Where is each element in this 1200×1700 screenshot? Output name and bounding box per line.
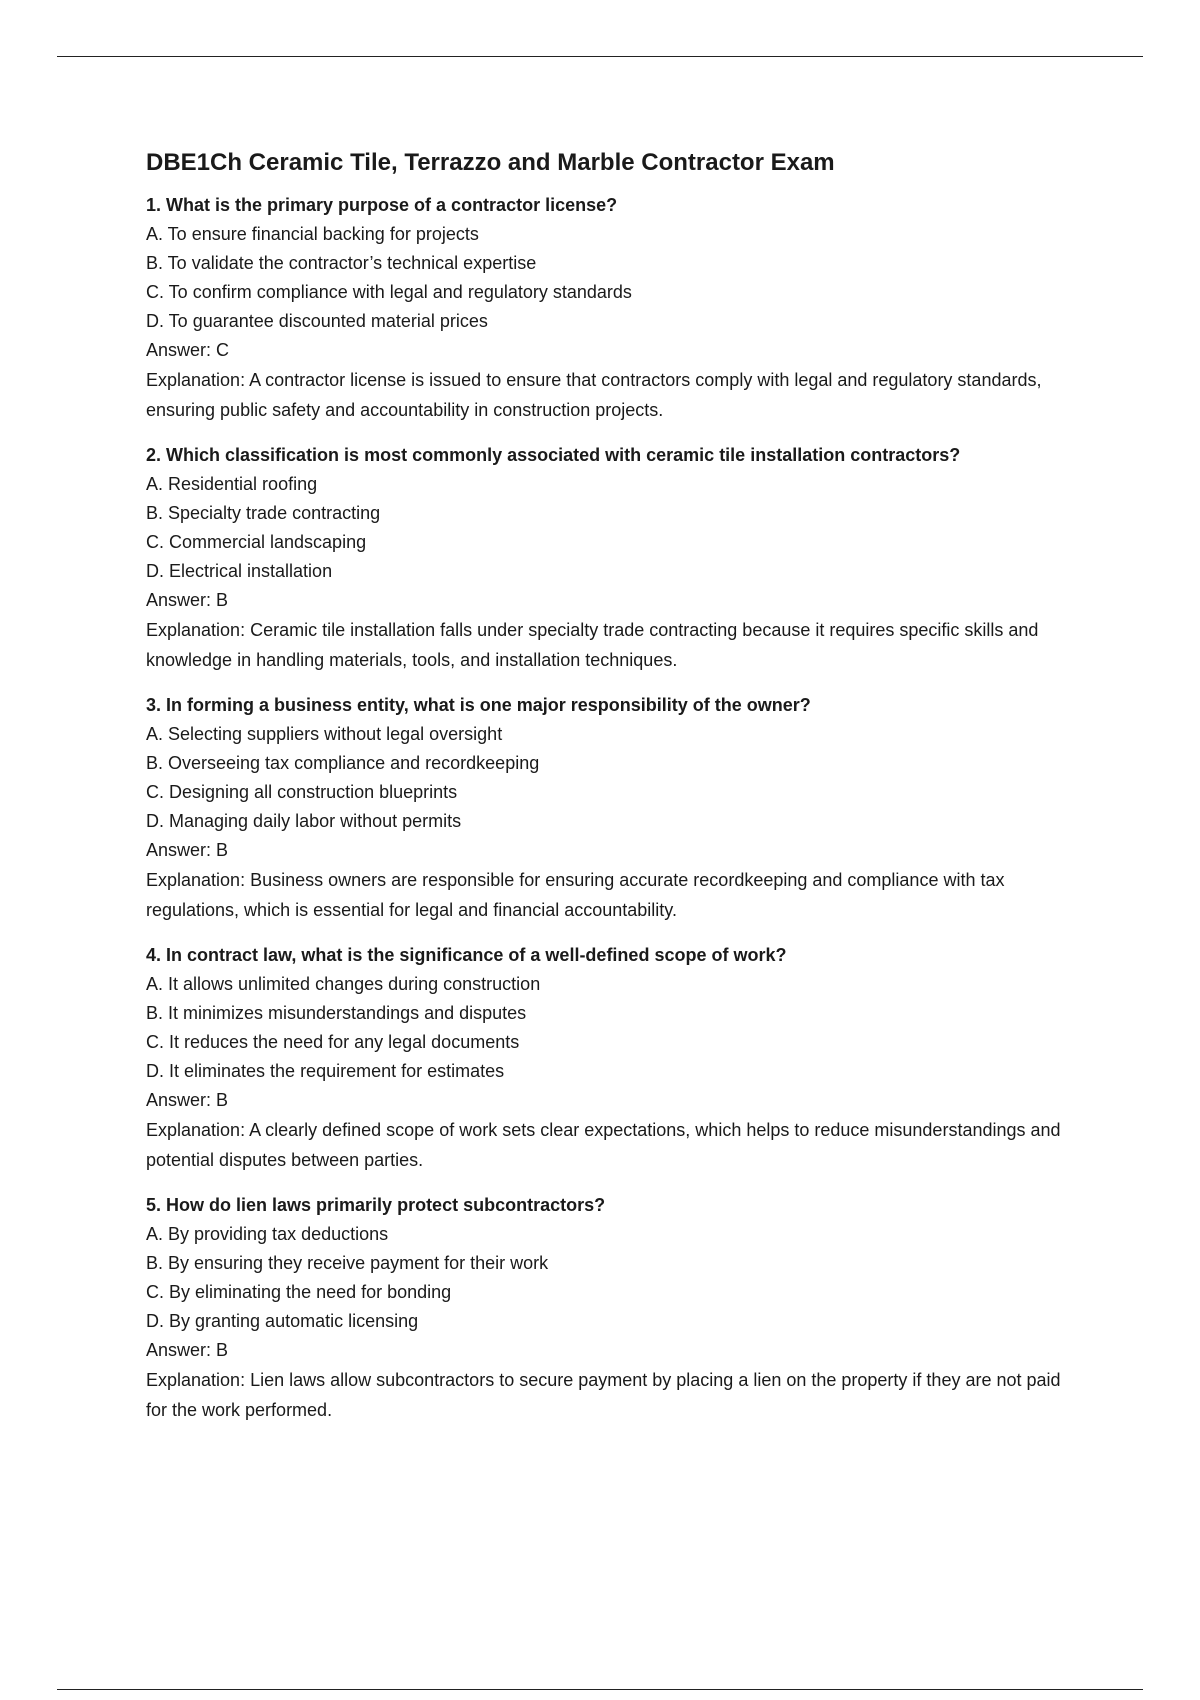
explanation-text: Explanation: Lien laws allow subcontractors to secure payment by placing a lien on the property if they are not paid for the work performed. <box>146 1370 1061 1420</box>
option-a: A. Selecting suppliers without legal oversight <box>146 724 503 744</box>
document-title: DBE1Ch Ceramic Tile, Terrazzo and Marble Contractor Exam <box>146 149 835 176</box>
question-block-4 <box>146 940 1106 1175</box>
option-a: A. By providing tax deductions <box>146 1224 389 1244</box>
option-d: D. To guarantee discounted material prices <box>146 311 488 331</box>
option-b: B. It minimizes misunderstandings and disputes <box>146 1003 527 1023</box>
bottom-rule <box>57 1689 1143 1690</box>
answer-text: Answer: B <box>146 590 229 610</box>
option-c: C. It reduces the need for any legal documents <box>146 1032 520 1052</box>
explanation-text: Explanation: A contractor license is issued to ensure that contractors comply with legal and regulatory standards, ensuring public safety and accountability in construction projects. <box>146 370 1042 420</box>
option-b: B. To validate the contractor’s technical expertise <box>146 253 537 273</box>
option-b: B. By ensuring they receive payment for their work <box>146 1253 549 1273</box>
document-body <box>146 146 1106 1440</box>
option-a: A. Residential roofing <box>146 474 318 494</box>
question-text: 4. In contract law, what is the significance of a well-defined scope of work? <box>146 945 787 965</box>
option-c: C. Commercial landscaping <box>146 532 367 552</box>
question-text: 5. How do lien laws primarily protect subcontractors? <box>146 1195 606 1215</box>
explanation-text: Explanation: Ceramic tile installation falls under specialty trade contracting because it requires specific skills and knowledge in handling materials, tools, and installation techniques. <box>146 620 1039 670</box>
answer-text: Answer: B <box>146 1090 229 1110</box>
option-c: C. Designing all construction blueprints <box>146 782 458 802</box>
explanation-text: Explanation: A clearly defined scope of work sets clear expectations, which helps to reduce misunderstandings and potential disputes between parties. <box>146 1120 1061 1170</box>
explanation-text: Explanation: Business owners are responsible for ensuring accurate recordkeeping and compliance with tax regulations, which is essential for legal and financial accountability. <box>146 870 1005 920</box>
answer-text: Answer: C <box>146 340 230 360</box>
question-text: 1. What is the primary purpose of a contractor license? <box>146 195 618 215</box>
option-d: D. By granting automatic licensing <box>146 1311 419 1331</box>
question-block-1 <box>146 190 1106 425</box>
option-b: B. Specialty trade contracting <box>146 503 381 523</box>
question-text: 3. In forming a business entity, what is one major responsibility of the owner? <box>146 695 811 715</box>
top-rule <box>57 56 1143 57</box>
option-a: A. It allows unlimited changes during construction <box>146 974 541 994</box>
option-b: B. Overseeing tax compliance and recordkeeping <box>146 753 540 773</box>
option-d: D. Electrical installation <box>146 561 333 581</box>
question-block-5 <box>146 1190 1106 1425</box>
option-d: D. It eliminates the requirement for estimates <box>146 1061 505 1081</box>
question-text: 2. Which classification is most commonly associated with ceramic tile installation contractors? <box>146 445 961 465</box>
option-c: C. To confirm compliance with legal and regulatory standards <box>146 282 632 302</box>
option-d: D. Managing daily labor without permits <box>146 811 462 831</box>
question-block-3 <box>146 690 1106 925</box>
question-block-2 <box>146 440 1106 675</box>
option-a: A. To ensure financial backing for projects <box>146 224 479 244</box>
option-c: C. By eliminating the need for bonding <box>146 1282 452 1302</box>
answer-text: Answer: B <box>146 840 229 860</box>
answer-text: Answer: B <box>146 1340 229 1360</box>
